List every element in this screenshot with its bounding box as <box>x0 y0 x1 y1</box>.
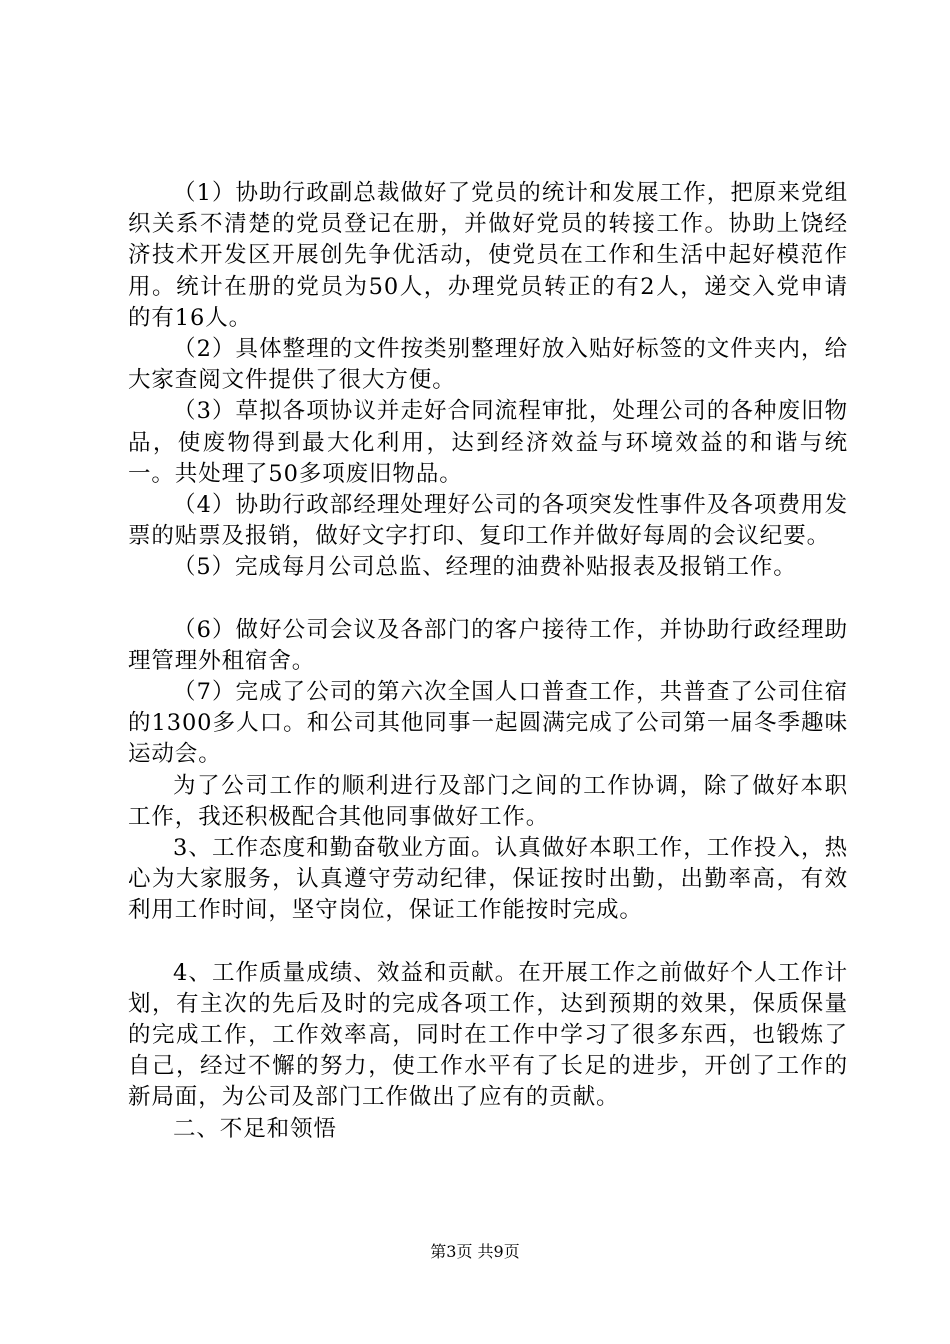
paragraph-work-attitude: 3、工作态度和勤奋敬业方面。认真做好本职工作，工作投入，热心为大家服务，认真遵守劳动纪律，保证按时出勤，出勤率高，有效利用工作时间，坚守岗位，保证工作能按时完成。 <box>128 835 848 924</box>
paragraph-party-member-work: （1）协助行政副总裁做好了党员的统计和发展工作，把原来党组织关系不清楚的党员登记在册，并做好党员的转接工作。协助上饶经济技术开发区开展创先争优活动，使党员在工作和生活中起好模范作用。统计在册的党员为50人，办理党员转正的有2人，递交入党申请的有16人。 <box>128 180 848 331</box>
document-body <box>128 178 848 1145</box>
paragraph-admin-assistance: （4）协助行政部经理处理好公司的各项突发性事件及各项费用发票的贴票及报销，做好文字打印、复印工作并做好每周的会议纪要。 <box>128 492 848 550</box>
page-number-footer: 第3页 共9页 <box>430 1242 520 1261</box>
section-heading-shortcomings: 二、不足和领悟 <box>173 1115 337 1142</box>
paragraph-contract-approval: （3）草拟各项协议并走好合同流程审批，处理公司的各种废旧物品，使废物得到最大化利用，达到经济效益与环境效益的和谐与统一。共处理了50多项废旧物品。 <box>128 398 848 487</box>
paragraph-census-work: （7）完成了公司的第六次全国人口普查工作，共普查了公司住宿的1300多人口。和公司其他同事一起圆满完成了公司第一届冬季趣味运动会。 <box>128 679 848 768</box>
paragraph-fuel-subsidy: （5）完成每月公司总监、经理的油费补贴报表及报销工作。 <box>173 554 797 581</box>
paragraph-reception-work: （6）做好公司会议及各部门的客户接待工作，并协助行政经理助理管理外租宿舍。 <box>128 616 848 674</box>
paragraph-cooperation: 为了公司工作的顺利进行及部门之间的工作协调，除了做好本职工作，我还积极配合其他同事做好工作。 <box>128 772 848 830</box>
paragraph-work-quality: 4、工作质量成绩、效益和贡献。在开展工作之前做好个人工作计划，有主次的先后及时的完成各项工作，达到预期的效果，保质保量的完成工作，工作效率高，同时在工作中学习了很多东西，也锻炼了自己，经过不懈的努力，使工作水平有了长足的进步，开创了工作的新局面，为公司及部门工作做出了应有的贡献。 <box>128 959 848 1111</box>
paragraph-file-organization: （2）具体整理的文件按类别整理好放入贴好标签的文件夹内，给大家查阅文件提供了很大方便。 <box>128 336 848 394</box>
